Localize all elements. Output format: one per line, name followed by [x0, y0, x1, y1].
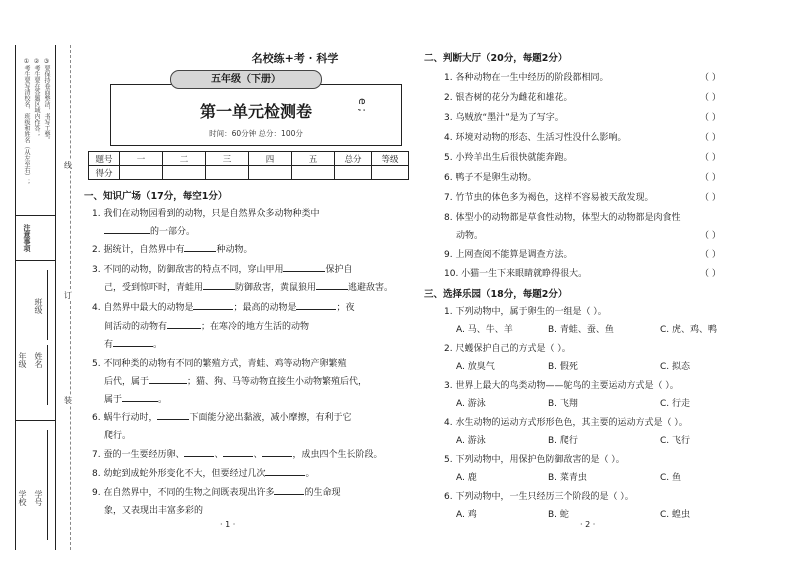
s2-item-8: 8. 体型小的动物都是草食性动物，体型大的动物都是肉食性: [444, 213, 681, 223]
answer-blank[interactable]: [193, 300, 233, 310]
answer-blank[interactable]: [184, 447, 214, 457]
s3-q5-opt-a[interactable]: A. 鹿: [456, 473, 477, 483]
answer-paren[interactable]: （ ）: [700, 133, 721, 143]
answer-blank[interactable]: [149, 374, 187, 384]
answer-blank[interactable]: [262, 447, 292, 457]
qr-mark: e ;: [356, 98, 369, 112]
field-school-label: 学校: [18, 490, 27, 506]
s3-q6-opt-a[interactable]: A. 鸡: [456, 510, 477, 520]
s3-q1-opt-c[interactable]: C. 虎、鸡、鸭: [660, 325, 718, 335]
notice-divider: [15, 215, 55, 216]
s3-q6-opt-b[interactable]: B. 蛇: [548, 510, 569, 520]
field-school-line: [47, 430, 48, 540]
notice-line-2: ②考生要在答题区域内作答；: [33, 58, 40, 137]
s3-q3-opt-b[interactable]: B. 飞翔: [548, 399, 578, 409]
notice-line-1: ①考生要写清校名、班级和姓名（从左至右）；: [23, 58, 30, 185]
answer-paren[interactable]: （ ）: [700, 193, 721, 203]
s3-q3-opt-a[interactable]: A. 游泳: [456, 399, 486, 409]
s3-q2-opt-b[interactable]: B. 假死: [548, 362, 578, 372]
page-number-1: · 1 ·: [220, 520, 236, 529]
answer-blank[interactable]: [122, 392, 158, 402]
fields-divider-2: [15, 420, 55, 421]
margin-border-outer: [15, 45, 16, 550]
cut-label-bind: 装: [64, 396, 72, 405]
field-name-label: 姓名: [34, 352, 43, 368]
score-header-cell: 三: [206, 152, 249, 166]
s3-q5-opt-b[interactable]: B. 菜青虫: [548, 473, 587, 483]
time-score: 时间：60分钟 总分：100分: [209, 129, 303, 138]
answer-blank[interactable]: [274, 485, 304, 495]
s3-q1-opt-a[interactable]: A. 马、牛、羊: [456, 325, 513, 335]
s3-q4-opt-c[interactable]: C. 飞行: [660, 436, 691, 446]
s1-q6: 6. 蜗牛行动时， 下面能分泌出黏液，减小摩擦，有利于它: [92, 410, 351, 423]
s2-item-6: 6. 鸭子不是卵生动物。: [444, 173, 537, 183]
s1-q7: 7. 蚕的一生要经历卵、 、 、 ，成虫四个生长阶段。: [92, 447, 383, 460]
s3-q1-opt-b[interactable]: B. 青蛙、蚕、鱼: [548, 325, 614, 335]
score-header-cell: 等级: [372, 152, 409, 166]
score-cell[interactable]: [163, 166, 206, 180]
s3-q3: 3. 世界上最大的鸟类动物——鸵鸟的主要运动方式是（ ）。: [444, 381, 679, 391]
answer-blank[interactable]: [113, 337, 153, 347]
s1-q5: 5. 不同种类的动物有不同的繁殖方式，青蛙、鸡等动物产卵繁殖: [92, 359, 347, 369]
s2-item-5: 5. 小羚羊出生后很快就能奔跑。: [444, 153, 573, 163]
s1-q9-cont: 象，又表现出丰富多彩的: [104, 506, 204, 516]
s1-q1: 1. 我们在动物园看到的动物，只是自然界众多动物种类中: [92, 209, 320, 219]
score-cell[interactable]: [249, 166, 292, 180]
answer-paren[interactable]: （ ）: [700, 250, 721, 260]
score-cell[interactable]: [372, 166, 409, 180]
answer-blank[interactable]: [203, 280, 235, 290]
s1-q4-cont2: 有 。: [104, 337, 162, 350]
grade-pill: 五年级（下册）: [170, 70, 322, 89]
s3-q2-opt-c[interactable]: C. 拟态: [660, 362, 691, 372]
field-class-line: [47, 270, 48, 340]
s2-item-1: 1. 各种动物在一生中经历的阶段都相同。: [444, 73, 609, 83]
answer-paren[interactable]: （ ）: [700, 269, 721, 279]
fields-box-right: [55, 45, 56, 550]
answer-paren[interactable]: （ ）: [700, 231, 721, 241]
score-cell[interactable]: [120, 166, 163, 180]
answer-blank[interactable]: [296, 300, 336, 310]
s3-q2: 2. 尺蠖保护自己的方式是（ ）。: [444, 344, 571, 354]
score-header-cell: 总分: [335, 152, 372, 166]
s3-q4-opt-a[interactable]: A. 游泳: [456, 436, 486, 446]
answer-blank[interactable]: [223, 447, 253, 457]
cut-label-order: 订: [64, 291, 72, 300]
s3-q1: 1. 下列动物中，属于卵生的一组是（ ）。: [444, 307, 607, 317]
s1-q9: 9. 在自然界中，不同的生物之间既表现出许多 的生命现: [92, 485, 340, 498]
answer-blank[interactable]: [167, 319, 201, 329]
score-header-cell: 二: [163, 152, 206, 166]
section2-title: 二、判断大厅（20分，每题2分）: [424, 53, 568, 64]
s2-item-10: 10. 小猫一生下来眼睛就睁得很大。: [444, 269, 588, 279]
section3-title: 三、选择乐园（18分，每题2分）: [424, 289, 568, 300]
cut-label-line: 线: [64, 161, 72, 170]
score-cell[interactable]: [292, 166, 335, 180]
answer-blank[interactable]: [283, 262, 325, 272]
fields-divider: [15, 260, 55, 261]
answer-paren[interactable]: （ ）: [700, 93, 721, 103]
score-header-cell: 四: [249, 152, 292, 166]
answer-blank[interactable]: [265, 466, 305, 476]
brand-title: 名校练+考 · 科学: [251, 52, 339, 65]
s2-item-9: 9. 上网查阅不能算是调查方法。: [444, 250, 573, 260]
s1-q5-cont2: 属于 。: [104, 392, 167, 405]
score-value-row: [89, 166, 409, 180]
s3-q3-opt-c[interactable]: C. 行走: [660, 399, 691, 409]
s2-item-4: 4. 环境对动物的形态、生活习性没什么影响。: [444, 133, 627, 143]
s1-q4-cont: 间活动的动物有 ；在寒冷的地方生活的动物: [104, 319, 309, 332]
s2-item-8-cont: 动物。: [456, 231, 484, 241]
s1-q5-cont: 后代，属于 ；猫、狗、马等动物直接生小动物繁殖后代，: [104, 374, 367, 387]
score-row-label: 得分: [89, 166, 120, 180]
s3-q6: 6. 下列动物中，一生只经历三个阶段的是（ ）。: [444, 492, 634, 502]
answer-blank[interactable]: [316, 280, 348, 290]
s1-q3: 3. 不同的动物，防御敌害的特点不同，穿山甲用 保护自: [92, 262, 352, 275]
s3-q6-opt-c[interactable]: C. 蝗虫: [660, 510, 691, 520]
s2-item-2: 2. 银杏树的花分为雌花和雄花。: [444, 93, 573, 103]
answer-paren[interactable]: （ ）: [700, 113, 721, 123]
notice-line-3: ③要保持卷面整洁，书写工整。: [43, 58, 50, 143]
s3-q2-opt-a[interactable]: A. 放臭气: [456, 362, 495, 372]
s1-q3-cont: 己，受到惊吓时，青蛙用 防御敌害，黄鼠狼用 逃避敌害。: [104, 280, 393, 293]
score-header-cell: 题号: [89, 152, 120, 166]
field-name-line: [47, 345, 48, 405]
score-cell[interactable]: [206, 166, 249, 180]
score-header-cell: 五: [292, 152, 335, 166]
s3-q5: 5. 下列动物中，用保护色防御敌害的是（ ）。: [444, 455, 625, 465]
answer-paren[interactable]: （ ）: [700, 73, 721, 83]
field-grade-label: 年级: [18, 352, 27, 368]
s3-q4-opt-b[interactable]: B. 爬行: [548, 436, 578, 446]
section1-title: 一、知识广场（17分，每空1分）: [84, 191, 228, 202]
s2-item-3: 3. 乌贼放“墨汁”是为了写字。: [444, 113, 564, 123]
s1-q4: 4. 自然界中最大的动物是 ；最高的动物是 ；夜: [92, 300, 354, 313]
answer-blank[interactable]: [184, 242, 216, 252]
s3-q5-opt-c[interactable]: C. 鱼: [660, 473, 682, 483]
score-header-row: [89, 152, 409, 166]
s3-q4: 4. 水生动物的运动方式形形色色，其主要的运动方式是（ ）。: [444, 418, 688, 428]
field-class-label: 班级: [34, 298, 43, 314]
page-number-2: · 2 ·: [580, 520, 596, 529]
s1-q8: 8. 幼蛇到成蛇外形变化不大，但要经过几次 。: [92, 466, 314, 479]
s1-q6-cont: 爬行。: [104, 431, 132, 441]
page-title: 第一单元检测卷: [199, 102, 312, 121]
score-header-cell: 一: [120, 152, 163, 166]
answer-blank[interactable]: [104, 224, 150, 234]
answer-blank[interactable]: [157, 410, 189, 420]
s1-q2: 2. 据统计，自然界中有 种动物。: [92, 242, 252, 255]
answer-paren[interactable]: （ ）: [700, 153, 721, 163]
s1-q1-cont: 的一部分。: [104, 224, 195, 237]
score-cell[interactable]: [335, 166, 372, 180]
s2-item-7: 7. 竹节虫的体色多为褐色，这样不容易被天敌发现。: [444, 193, 654, 203]
field-number-label: 学号: [34, 490, 43, 506]
score-table: [88, 151, 409, 180]
answer-paren[interactable]: （ ）: [700, 173, 721, 183]
notice-title: 注意事项: [23, 224, 31, 252]
